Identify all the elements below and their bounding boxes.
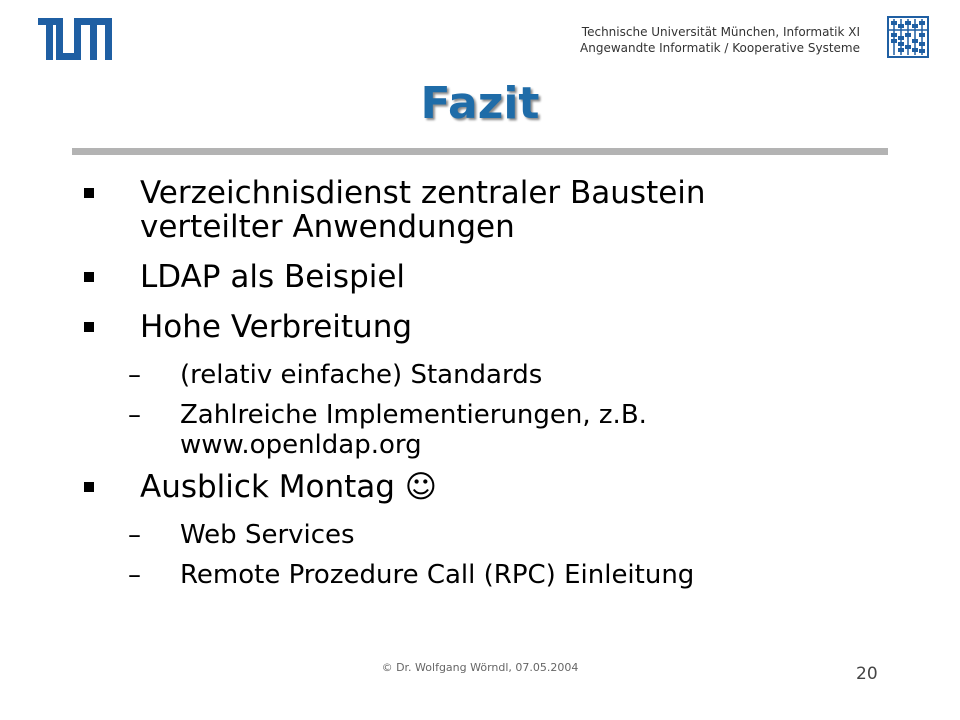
sub-bullet-item bbox=[0, 560, 820, 590]
sub-bullet-text: (relativ einfache) Standards bbox=[180, 360, 543, 390]
sub-bullet-item bbox=[0, 520, 820, 550]
bullet-list bbox=[0, 176, 960, 600]
title-divider bbox=[72, 148, 888, 155]
dash-bullet-icon: – bbox=[128, 560, 141, 590]
bullet-text: Verzeichnisdienst zentraler Baustein verteilter Anwendungen bbox=[140, 175, 706, 245]
abacus-logo-icon bbox=[887, 16, 929, 58]
dash-bullet-icon: – bbox=[128, 400, 141, 430]
bullet-item bbox=[0, 176, 840, 244]
square-bullet-icon bbox=[84, 482, 94, 492]
dash-bullet-icon: – bbox=[128, 360, 141, 390]
bullet-item bbox=[0, 310, 840, 344]
header-line-2: Angewandte Informatik / Kooperative Systeme bbox=[580, 41, 860, 55]
square-bullet-icon bbox=[84, 272, 94, 282]
square-bullet-icon bbox=[84, 188, 94, 198]
tum-logo-icon bbox=[38, 18, 112, 60]
page-number: 20 bbox=[856, 664, 878, 684]
square-bullet-icon bbox=[84, 322, 94, 332]
bullet-item bbox=[0, 260, 840, 294]
bullet-text: Hohe Verbreitung bbox=[140, 309, 413, 345]
sub-bullet-item bbox=[0, 400, 820, 460]
sub-bullet-text: Remote Prozedure Call (RPC) Einleitung bbox=[180, 560, 695, 590]
dash-bullet-icon: – bbox=[128, 520, 141, 550]
bullet-text: Ausblick Montag ☺ bbox=[140, 469, 438, 505]
sub-bullet-item bbox=[0, 360, 820, 390]
header-institution bbox=[580, 24, 860, 56]
slide-title: Fazit bbox=[420, 78, 540, 129]
footer-copyright: © Dr. Wolfgang Wörndl, 07.05.2004 bbox=[381, 661, 579, 674]
header-line-1: Technische Universität München, Informatik XI bbox=[581, 25, 860, 39]
bullet-item bbox=[0, 470, 840, 504]
sub-bullet-text: Web Services bbox=[180, 520, 355, 550]
sub-bullet-text: Zahlreiche Implementierungen, z.B. www.openldap.org bbox=[180, 400, 647, 460]
bullet-text: LDAP als Beispiel bbox=[140, 259, 406, 295]
